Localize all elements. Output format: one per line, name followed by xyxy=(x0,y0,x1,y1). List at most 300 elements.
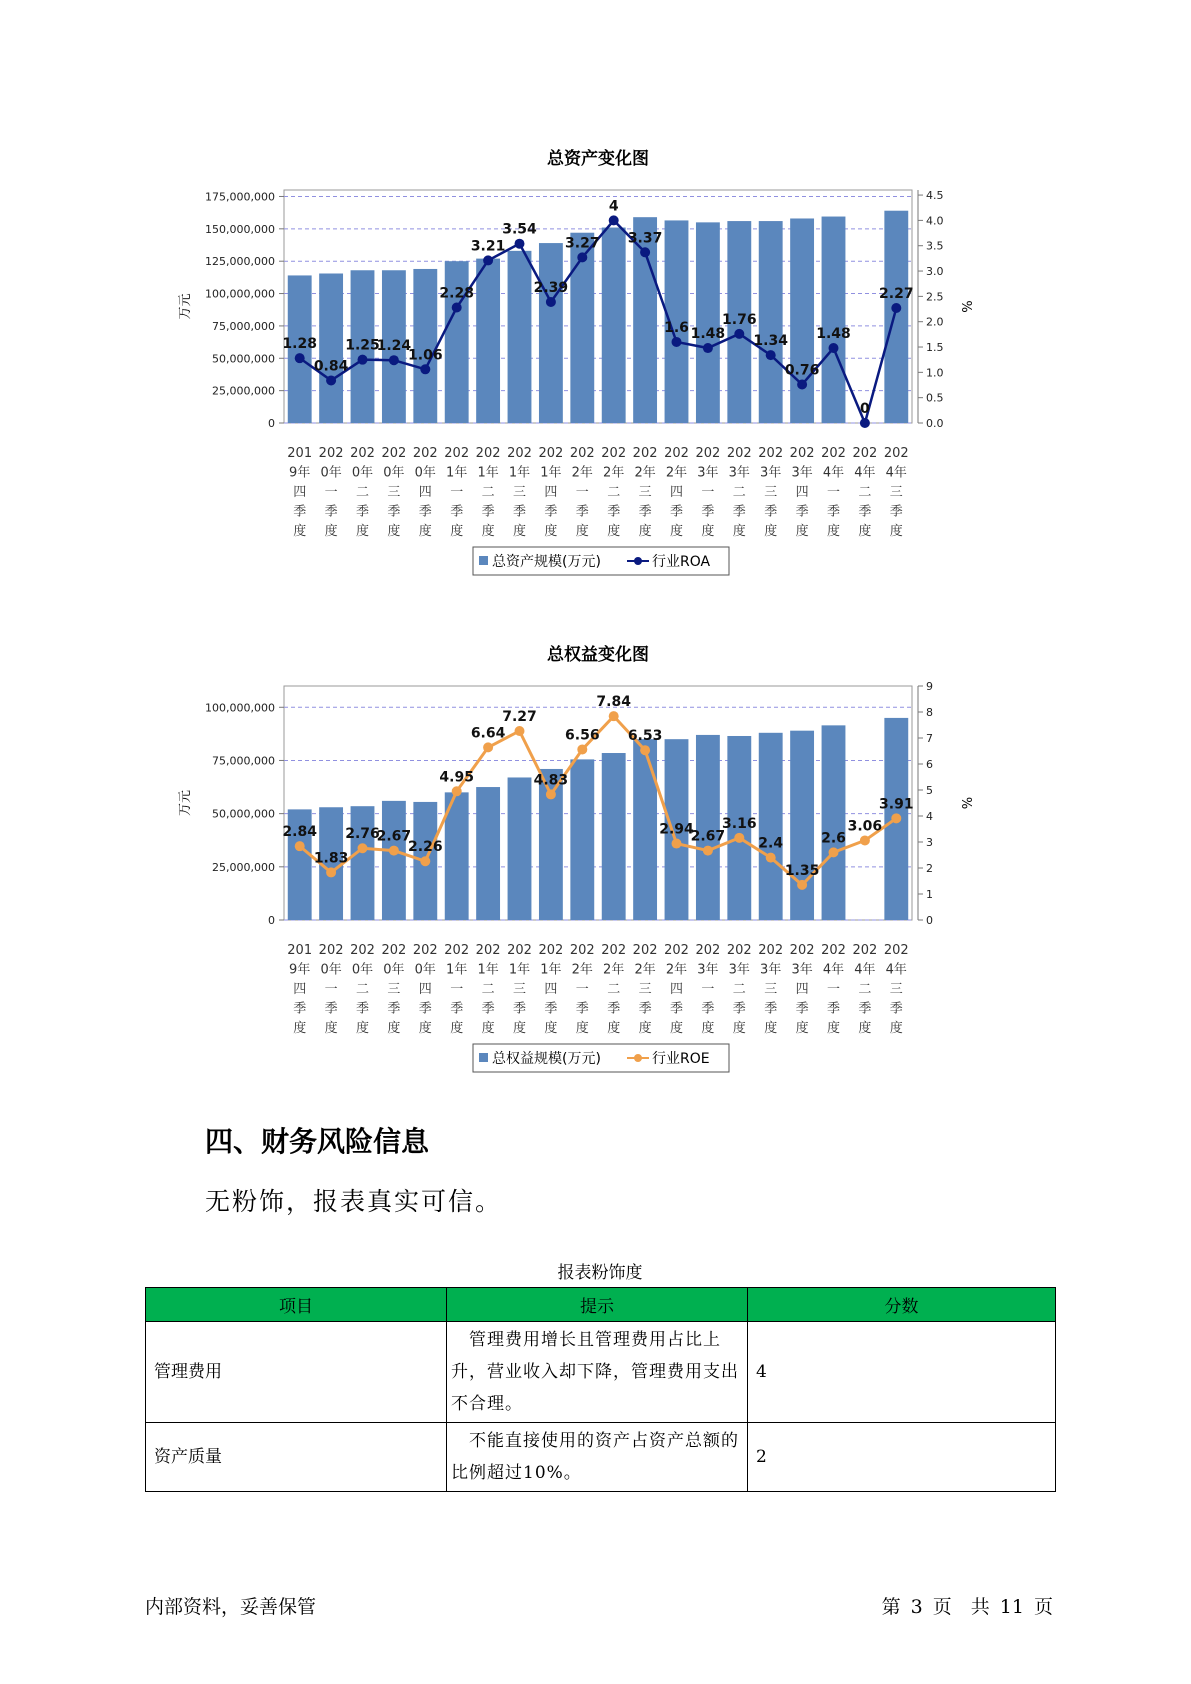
data-label: 3.16 xyxy=(722,815,757,832)
x-tick-label: 202 xyxy=(758,943,784,958)
x-tick-label: 度 xyxy=(826,1021,841,1036)
bar xyxy=(319,273,343,423)
x-tick-label: 202 xyxy=(852,446,878,461)
x-tick-label: 度 xyxy=(512,524,527,539)
x-tick-label: 季 xyxy=(575,1001,589,1017)
section-title: 四、财务风险信息 xyxy=(205,1125,430,1158)
x-tick-label: 三 xyxy=(638,485,652,500)
x-tick-label: 二 xyxy=(481,485,495,500)
x-tick-label: 季 xyxy=(607,504,621,520)
data-label: 1.35 xyxy=(784,862,820,879)
line-point xyxy=(640,247,650,257)
data-label: 3.06 xyxy=(847,818,883,835)
line-point xyxy=(358,843,368,853)
x-tick-label: 4年 xyxy=(854,465,876,481)
bar xyxy=(633,739,657,920)
x-tick-label: 3年 xyxy=(728,962,750,978)
line-point xyxy=(577,744,587,754)
data-label: 3.54 xyxy=(502,221,537,238)
x-tick-label: 二 xyxy=(355,485,370,500)
x-tick-label: 1年 xyxy=(508,962,531,978)
total-equity-chart-svg xyxy=(0,636,1191,1096)
y-right-tick-label: 1.0 xyxy=(926,366,944,380)
x-tick-label: 度 xyxy=(450,1021,464,1036)
x-tick-label: 202 xyxy=(507,446,532,461)
y-right-axis-title: % xyxy=(958,300,973,313)
line-point xyxy=(860,835,870,845)
x-tick-label: 三 xyxy=(638,982,652,997)
x-tick-label: 度 xyxy=(355,524,370,539)
x-tick-label: 季 xyxy=(575,504,589,520)
x-tick-label: 四 xyxy=(544,485,558,500)
line-point xyxy=(295,353,305,363)
x-tick-label: 1年 xyxy=(477,465,499,481)
data-label: 4 xyxy=(608,198,619,215)
x-tick-label: 度 xyxy=(764,1021,778,1036)
x-tick-label: 度 xyxy=(795,1021,809,1036)
y-right-tick-label: 1 xyxy=(926,888,933,901)
x-tick-label: 3年 xyxy=(728,465,750,481)
data-label: 1.48 xyxy=(690,326,726,343)
x-tick-label: 度 xyxy=(669,1021,684,1036)
y-right-tick-label: 0.0 xyxy=(926,417,944,430)
data-label: 1.28 xyxy=(282,336,317,353)
x-tick-label: 0年 xyxy=(351,962,374,978)
x-tick-label: 202 xyxy=(412,446,438,461)
x-tick-label: 二 xyxy=(858,485,872,500)
x-tick-label: 202 xyxy=(821,446,846,461)
x-tick-label: 202 xyxy=(821,943,846,958)
x-tick-label: 度 xyxy=(481,1021,495,1036)
data-label: 1.76 xyxy=(722,311,757,328)
x-tick-label: 四 xyxy=(418,485,432,500)
x-tick-label: 0年 xyxy=(414,465,436,481)
line-point xyxy=(389,355,399,365)
x-tick-label: 季 xyxy=(826,504,841,520)
x-tick-label: 0年 xyxy=(383,465,405,481)
x-tick-label: 度 xyxy=(544,1021,558,1036)
x-tick-label: 202 xyxy=(726,943,752,958)
x-tick-label: 202 xyxy=(475,446,501,461)
x-tick-label: 2年 xyxy=(665,465,688,481)
data-label: 3.27 xyxy=(565,235,600,252)
x-tick-label: 四 xyxy=(418,982,432,997)
x-tick-label: 一 xyxy=(575,485,589,500)
x-tick-label: 季 xyxy=(889,1001,903,1017)
line-point xyxy=(640,745,650,755)
x-tick-label: 202 xyxy=(789,446,815,461)
x-tick-label: 季 xyxy=(418,504,432,520)
x-tick-label: 季 xyxy=(795,504,809,520)
total-assets-chart-svg xyxy=(0,140,1191,600)
chart-title: 总权益变化图 xyxy=(547,645,649,665)
x-tick-label: 3年 xyxy=(760,465,782,481)
x-tick-label: 季 xyxy=(669,1001,684,1017)
chart-legend xyxy=(473,1044,729,1072)
x-tick-label: 一 xyxy=(826,485,841,500)
x-tick-label: 202 xyxy=(569,446,595,461)
x-tick-label: 0年 xyxy=(351,465,374,481)
x-tick-label: 二 xyxy=(607,485,621,500)
legend-bar-swatch xyxy=(479,1053,488,1062)
x-tick-label: 季 xyxy=(355,504,370,520)
x-tick-label: 0年 xyxy=(320,465,342,481)
x-tick-label: 3年 xyxy=(760,962,782,978)
legend-bar-swatch xyxy=(479,556,488,565)
x-tick-label: 4年 xyxy=(885,962,907,978)
line-point xyxy=(452,786,462,796)
x-tick-label: 季 xyxy=(889,504,903,520)
chart-title: 总资产变化图 xyxy=(547,149,649,169)
legend-line-marker xyxy=(634,1054,642,1062)
header-score: 分数 xyxy=(748,1288,1056,1322)
x-tick-label: 度 xyxy=(764,524,778,539)
y-left-axis-title: 万元 xyxy=(178,293,193,320)
line-point xyxy=(829,343,839,353)
x-tick-label: 202 xyxy=(507,943,532,958)
y-left-tick-label: 175,000,000 xyxy=(205,190,275,204)
x-tick-label: 度 xyxy=(732,1021,746,1036)
line-point xyxy=(672,337,682,347)
x-tick-label: 一 xyxy=(575,982,589,997)
x-tick-label: 季 xyxy=(638,504,652,520)
data-label: 4.95 xyxy=(439,769,474,786)
x-tick-label: 202 xyxy=(883,446,909,461)
y-right-tick-label: 2.5 xyxy=(926,290,944,304)
data-label: 2.39 xyxy=(533,279,569,296)
x-tick-label: 季 xyxy=(387,504,401,520)
x-tick-label: 三 xyxy=(889,485,903,500)
x-tick-label: 二 xyxy=(355,982,370,997)
x-tick-label: 季 xyxy=(512,1001,527,1017)
x-tick-label: 202 xyxy=(538,943,564,958)
x-tick-label: 一 xyxy=(450,485,464,500)
chart-legend xyxy=(473,547,729,575)
y-left-tick-label: 150,000,000 xyxy=(205,222,275,236)
x-tick-label: 202 xyxy=(726,446,752,461)
data-label: 3.37 xyxy=(627,230,663,247)
data-label: 2.4 xyxy=(758,835,784,852)
x-tick-label: 季 xyxy=(764,1001,778,1017)
x-tick-label: 度 xyxy=(293,524,307,539)
y-left-tick-label: 25,000,000 xyxy=(212,384,275,398)
x-tick-label: 二 xyxy=(732,982,746,997)
x-tick-label: 202 xyxy=(318,943,344,958)
x-tick-label: 季 xyxy=(607,1001,621,1017)
bar xyxy=(351,806,375,920)
bar xyxy=(508,777,532,920)
x-tick-label: 季 xyxy=(826,1001,841,1017)
x-tick-label: 0年 xyxy=(414,962,436,978)
x-tick-label: 季 xyxy=(544,504,558,520)
y-right-tick-label: 1.5 xyxy=(926,341,944,355)
x-tick-label: 季 xyxy=(324,1001,338,1017)
line-point xyxy=(389,846,399,856)
x-tick-label: 四 xyxy=(293,485,307,500)
data-label: 0 xyxy=(860,401,870,417)
data-label: 6.56 xyxy=(565,727,600,744)
x-tick-label: 202 xyxy=(758,446,784,461)
x-tick-label: 季 xyxy=(732,1001,746,1017)
legend-bar-label: 总资产规模(万元) xyxy=(492,554,601,570)
data-label: 1.06 xyxy=(408,347,443,364)
line-point xyxy=(766,853,776,863)
x-tick-label: 四 xyxy=(544,982,558,997)
y-right-tick-label: 4.0 xyxy=(926,214,944,228)
line-point xyxy=(295,841,305,851)
table-caption: 报表粉饰度 xyxy=(557,1263,643,1283)
x-tick-label: 202 xyxy=(664,943,689,958)
table-row xyxy=(146,1423,1056,1492)
line-point xyxy=(860,418,870,428)
y-right-tick-label: 0.5 xyxy=(926,391,944,405)
x-tick-label: 季 xyxy=(355,1001,370,1017)
x-tick-label: 三 xyxy=(764,485,778,500)
x-tick-label: 季 xyxy=(293,504,307,520)
x-tick-label: 一 xyxy=(450,982,464,997)
x-tick-label: 度 xyxy=(450,524,464,539)
data-label: 0.84 xyxy=(313,358,349,375)
x-tick-label: 0年 xyxy=(320,962,342,978)
y-left-tick-label: 75,000,000 xyxy=(212,754,275,768)
y-right-tick-label: 3.5 xyxy=(926,239,944,253)
data-label: 2.67 xyxy=(690,828,726,845)
x-tick-label: 季 xyxy=(481,1001,495,1017)
data-label: 1.83 xyxy=(313,850,349,867)
data-label: 6.53 xyxy=(627,728,663,745)
line-point xyxy=(672,839,682,849)
x-tick-label: 9年 xyxy=(289,465,311,481)
x-tick-label: 3年 xyxy=(697,962,719,978)
y-right-tick-label: 7 xyxy=(926,732,933,745)
line-point xyxy=(734,833,744,843)
x-tick-label: 季 xyxy=(544,1001,558,1017)
data-label: 1.6 xyxy=(664,319,689,336)
bar xyxy=(508,251,532,423)
cell-item: 资产质量 xyxy=(146,1423,447,1492)
x-tick-label: 一 xyxy=(701,982,715,997)
x-tick-label: 季 xyxy=(858,1001,872,1017)
x-tick-label: 四 xyxy=(795,982,809,997)
x-tick-label: 4年 xyxy=(885,465,907,481)
line-point xyxy=(609,215,619,225)
data-label: 1.24 xyxy=(376,338,412,355)
x-tick-label: 一 xyxy=(324,982,338,997)
line-point xyxy=(766,350,776,360)
x-tick-label: 度 xyxy=(701,524,715,539)
line-point xyxy=(546,297,556,307)
x-tick-label: 3年 xyxy=(791,962,813,978)
y-right-tick-label: 0 xyxy=(926,914,933,927)
data-label: 2.26 xyxy=(408,839,443,856)
x-tick-label: 度 xyxy=(512,1021,527,1036)
x-tick-label: 202 xyxy=(632,943,658,958)
x-tick-label: 1年 xyxy=(540,962,562,978)
x-tick-label: 度 xyxy=(732,524,746,539)
x-tick-label: 二 xyxy=(732,485,746,500)
x-tick-label: 202 xyxy=(444,943,470,958)
x-tick-label: 季 xyxy=(387,1001,401,1017)
x-tick-label: 季 xyxy=(795,1001,809,1017)
x-tick-label: 一 xyxy=(324,485,338,500)
data-label: 2.27 xyxy=(879,286,914,303)
x-tick-label: 度 xyxy=(355,1021,370,1036)
x-tick-label: 2年 xyxy=(603,465,625,481)
x-tick-label: 202 xyxy=(569,943,595,958)
x-tick-label: 202 xyxy=(538,446,564,461)
x-tick-label: 度 xyxy=(826,524,841,539)
x-tick-label: 202 xyxy=(381,446,407,461)
x-tick-label: 202 xyxy=(695,943,721,958)
x-tick-label: 二 xyxy=(481,982,495,997)
data-label: 4.83 xyxy=(533,772,569,789)
x-tick-label: 度 xyxy=(669,524,684,539)
bar xyxy=(476,259,500,423)
x-tick-label: 202 xyxy=(601,446,627,461)
x-tick-label: 度 xyxy=(889,524,903,539)
line-point xyxy=(483,742,493,752)
x-tick-label: 三 xyxy=(764,982,778,997)
x-tick-label: 202 xyxy=(350,943,375,958)
line-point xyxy=(703,846,713,856)
y-right-tick-label: 9 xyxy=(926,680,933,693)
x-tick-label: 1年 xyxy=(446,962,468,978)
x-tick-label: 度 xyxy=(387,1021,401,1036)
bar xyxy=(822,725,846,920)
x-tick-label: 度 xyxy=(575,524,589,539)
x-tick-label: 度 xyxy=(481,524,495,539)
y-left-tick-label: 0 xyxy=(268,417,275,430)
x-tick-label: 4年 xyxy=(822,962,845,978)
y-right-tick-label: 5 xyxy=(926,784,933,797)
data-label: 1.34 xyxy=(753,333,788,350)
line-point xyxy=(420,364,430,374)
y-left-tick-label: 50,000,000 xyxy=(212,352,275,366)
x-tick-label: 202 xyxy=(381,943,407,958)
x-tick-label: 度 xyxy=(889,1021,903,1036)
y-right-tick-label: 6 xyxy=(926,758,933,771)
bar xyxy=(382,801,406,920)
bar xyxy=(602,228,626,423)
x-tick-label: 一 xyxy=(826,982,841,997)
y-left-axis-title: 万元 xyxy=(178,789,193,817)
line-point xyxy=(420,856,430,866)
y-right-axis-title: % xyxy=(958,796,973,810)
x-tick-label: 三 xyxy=(512,982,527,997)
x-tick-label: 1年 xyxy=(446,465,468,481)
total-equity-chart xyxy=(0,636,1191,1096)
x-tick-label: 季 xyxy=(418,1001,432,1017)
data-label: 1.48 xyxy=(816,326,851,343)
x-tick-label: 202 xyxy=(601,943,627,958)
x-tick-label: 三 xyxy=(387,485,401,500)
line-point xyxy=(797,880,807,890)
cell-item: 管理费用 xyxy=(146,1322,447,1423)
y-right-tick-label: 4.5 xyxy=(926,189,944,203)
line-point xyxy=(515,239,525,249)
x-tick-label: 202 xyxy=(664,446,689,461)
x-tick-label: 度 xyxy=(638,524,652,539)
x-tick-label: 度 xyxy=(293,1021,307,1036)
footer-note: 内部资料，妥善保管 xyxy=(145,1596,317,1618)
x-tick-label: 0年 xyxy=(383,962,405,978)
x-tick-label: 4年 xyxy=(854,962,876,978)
bar xyxy=(476,787,500,920)
x-tick-label: 三 xyxy=(387,982,401,997)
line-point xyxy=(483,255,493,265)
line-point xyxy=(326,867,336,877)
data-label: 3.91 xyxy=(879,796,914,813)
x-tick-label: 202 xyxy=(350,446,375,461)
x-tick-label: 201 xyxy=(287,943,313,958)
x-tick-label: 季 xyxy=(450,1001,464,1017)
bar xyxy=(539,243,563,423)
x-tick-label: 2年 xyxy=(603,962,625,978)
page-number: 第 3 页 共 11 页 xyxy=(881,1596,1053,1618)
x-tick-label: 季 xyxy=(732,504,746,520)
data-label: 2.76 xyxy=(345,826,380,843)
x-tick-label: 4年 xyxy=(822,465,845,481)
x-tick-label: 二 xyxy=(607,982,621,997)
line-point xyxy=(546,789,556,799)
y-right-tick-label: 3 xyxy=(926,836,933,849)
x-tick-label: 季 xyxy=(764,504,778,520)
x-tick-label: 季 xyxy=(450,504,464,520)
header-hint: 提示 xyxy=(447,1288,748,1322)
bar xyxy=(696,735,720,920)
x-tick-label: 度 xyxy=(638,1021,652,1036)
x-tick-label: 2年 xyxy=(634,962,656,978)
line-point xyxy=(452,303,462,313)
data-label: 3.21 xyxy=(470,238,506,255)
data-label: 2.6 xyxy=(821,830,846,847)
data-label: 2.94 xyxy=(659,821,694,838)
x-tick-label: 季 xyxy=(293,1001,307,1017)
x-tick-label: 1年 xyxy=(508,465,531,481)
bar xyxy=(696,222,720,423)
legend-line-label: 行业ROE xyxy=(652,1051,710,1067)
x-tick-label: 度 xyxy=(418,1021,432,1036)
y-right-tick-label: 3.0 xyxy=(926,265,944,279)
x-tick-label: 一 xyxy=(701,485,715,500)
legend-line-label: 行业ROA xyxy=(652,554,711,570)
data-label: 6.64 xyxy=(470,725,506,742)
bar xyxy=(570,759,594,920)
x-tick-label: 202 xyxy=(632,446,658,461)
bar xyxy=(759,221,783,423)
cell-hint: 管理费用增长且管理费用占比上升，营业收入却下降，管理费用支出不合理。 xyxy=(447,1322,748,1423)
line-point xyxy=(577,252,587,262)
data-label: 2.28 xyxy=(439,285,474,302)
x-tick-label: 2年 xyxy=(571,465,593,481)
data-label: 0.76 xyxy=(784,362,820,379)
y-left-tick-label: 100,000,000 xyxy=(205,287,275,301)
x-tick-label: 9年 xyxy=(289,962,311,978)
cell-score: 2 xyxy=(748,1423,1056,1492)
x-tick-label: 季 xyxy=(858,504,872,520)
section-text: 无粉饰，报表真实可信。 xyxy=(205,1187,503,1216)
x-tick-label: 季 xyxy=(701,1001,715,1017)
data-label: 1.25 xyxy=(345,337,380,354)
cell-score: 4 xyxy=(748,1322,1056,1423)
x-tick-label: 202 xyxy=(695,446,721,461)
y-right-tick-label: 2 xyxy=(926,862,933,875)
y-left-tick-label: 25,000,000 xyxy=(212,860,275,874)
x-tick-label: 度 xyxy=(544,524,558,539)
plot-area xyxy=(284,190,912,423)
y-left-tick-label: 0 xyxy=(268,914,275,927)
line-point xyxy=(703,343,713,353)
